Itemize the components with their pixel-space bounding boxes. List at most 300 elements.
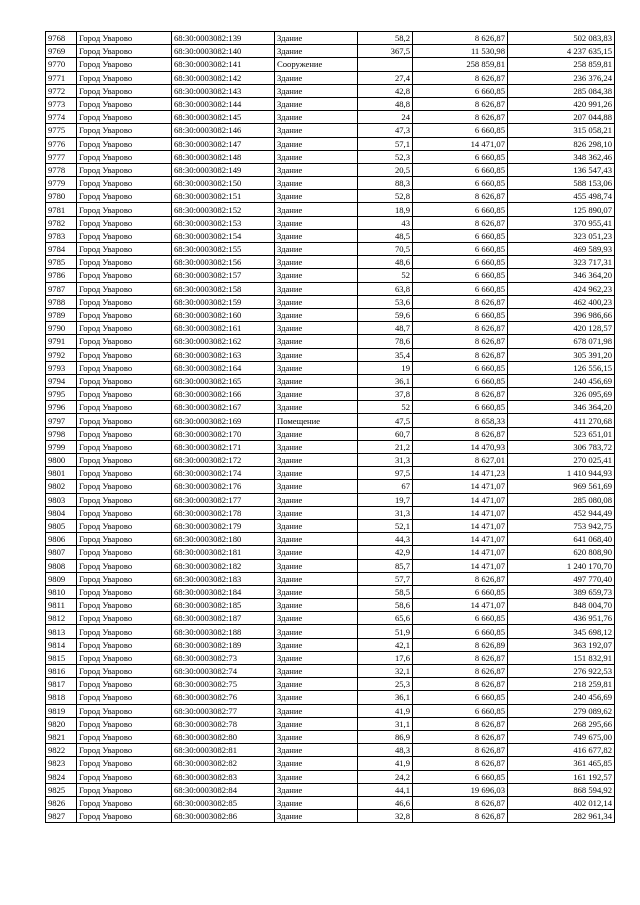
cadastral-number-cell: 68:30:0003082:160 [172,308,275,321]
object-type-cell: Здание [275,612,358,625]
area-cell: 70,5 [358,243,413,256]
object-type-cell: Здание [275,243,358,256]
settlement-name-cell: Город Уварово [77,506,172,519]
table-row [46,493,615,506]
table-row [46,585,615,598]
cadastral-value-cell: 4 237 635,15 [508,45,615,58]
cadastral-number-cell: 68:30:0003082:165 [172,374,275,387]
row-number-cell: 9769 [46,45,77,58]
cadastral-value-cell: 416 677,82 [508,744,615,757]
row-number-cell: 9814 [46,638,77,651]
area-cell: 88,3 [358,177,413,190]
cadastral-number-cell: 68:30:0003082:86 [172,810,275,823]
area-cell: 41,9 [358,704,413,717]
area-cell: 85,7 [358,559,413,572]
cadastral-number-cell: 68:30:0003082:140 [172,45,275,58]
area-cell: 19 [358,361,413,374]
area-cell: 52,8 [358,190,413,203]
row-number-cell: 9810 [46,585,77,598]
object-type-cell: Здание [275,137,358,150]
object-type-cell: Здание [275,163,358,176]
cadastral-number-cell: 68:30:0003082:157 [172,269,275,282]
settlement-name-cell: Город Уварово [77,348,172,361]
object-type-cell: Здание [275,691,358,704]
row-number-cell: 9787 [46,282,77,295]
object-type-cell: Здание [275,348,358,361]
row-number-cell: 9789 [46,308,77,321]
row-number-cell: 9770 [46,58,77,71]
row-number-cell: 9795 [46,388,77,401]
cadastral-value-cell: 315 058,21 [508,124,615,137]
row-number-cell: 9811 [46,599,77,612]
row-number-cell: 9815 [46,651,77,664]
table-row [46,374,615,387]
area-cell: 60,7 [358,427,413,440]
object-type-cell: Здание [275,572,358,585]
table-row [46,810,615,823]
table-row [46,572,615,585]
settlement-name-cell: Город Уварово [77,111,172,124]
row-number-cell: 9776 [46,137,77,150]
cadastral-number-cell: 68:30:0003082:153 [172,216,275,229]
cadastral-number-cell: 68:30:0003082:181 [172,546,275,559]
cadastral-value-cell: 240 456,69 [508,691,615,704]
object-type-cell: Помещение [275,414,358,427]
settlement-name-cell: Город Уварово [77,269,172,282]
specific-value-cell: 8 626,87 [413,322,508,335]
object-type-cell: Здание [275,124,358,137]
specific-value-cell: 8 626,87 [413,717,508,730]
specific-value-cell: 6 660,85 [413,229,508,242]
settlement-name-cell: Город Уварово [77,480,172,493]
specific-value-cell: 14 471,07 [413,519,508,532]
specific-value-cell: 8 626,87 [413,744,508,757]
object-type-cell: Здание [275,638,358,651]
row-number-cell: 9785 [46,256,77,269]
object-type-cell: Здание [275,480,358,493]
specific-value-cell: 6 660,85 [413,163,508,176]
specific-value-cell: 6 660,85 [413,269,508,282]
specific-value-cell: 6 660,85 [413,704,508,717]
object-type-cell: Здание [275,45,358,58]
cadastral-value-cell: 346 364,20 [508,269,615,282]
table-row [46,401,615,414]
cadastral-value-cell: 402 012,14 [508,796,615,809]
object-type-cell: Здание [275,190,358,203]
settlement-name-cell: Город Уварово [77,216,172,229]
object-type-cell: Здание [275,440,358,453]
settlement-name-cell: Город Уварово [77,150,172,163]
object-type-cell: Здание [275,295,358,308]
row-number-cell: 9781 [46,203,77,216]
settlement-name-cell: Город Уварово [77,757,172,770]
row-number-cell: 9802 [46,480,77,493]
row-number-cell: 9813 [46,625,77,638]
object-type-cell: Здание [275,757,358,770]
area-cell: 27,4 [358,71,413,84]
row-number-cell: 9800 [46,454,77,467]
object-type-cell: Здание [275,322,358,335]
document-page [45,31,615,823]
area-cell: 24 [358,111,413,124]
specific-value-cell: 8 626,87 [413,796,508,809]
specific-value-cell: 8 626,87 [413,190,508,203]
object-type-cell: Здание [275,150,358,163]
settlement-name-cell: Город Уварово [77,796,172,809]
table-row [46,308,615,321]
table-row [46,163,615,176]
specific-value-cell: 8 626,87 [413,665,508,678]
object-type-cell: Здание [275,32,358,45]
area-cell: 31,1 [358,717,413,730]
settlement-name-cell: Город Уварово [77,744,172,757]
settlement-name-cell: Город Уварово [77,546,172,559]
area-cell: 86,9 [358,730,413,743]
cadastral-number-cell: 68:30:0003082:155 [172,243,275,256]
settlement-name-cell: Город Уварово [77,625,172,638]
table-row [46,137,615,150]
row-number-cell: 9808 [46,559,77,572]
specific-value-cell: 14 471,07 [413,137,508,150]
cadastral-number-cell: 68:30:0003082:146 [172,124,275,137]
specific-value-cell: 6 660,85 [413,124,508,137]
cadastral-value-cell: 323 051,23 [508,229,615,242]
cadastral-value-cell: 396 986,66 [508,308,615,321]
cadastral-number-cell: 68:30:0003082:167 [172,401,275,414]
cadastral-number-cell: 68:30:0003082:169 [172,414,275,427]
table-row [46,480,615,493]
cadastral-number-cell: 68:30:0003082:145 [172,111,275,124]
area-cell: 18,9 [358,203,413,216]
cadastral-number-cell: 68:30:0003082:162 [172,335,275,348]
table-row [46,111,615,124]
settlement-name-cell: Город Уварово [77,256,172,269]
specific-value-cell: 6 660,85 [413,691,508,704]
object-type-cell: Здание [275,177,358,190]
object-type-cell: Здание [275,374,358,387]
cadastral-value-cell: 420 991,26 [508,97,615,110]
row-number-cell: 9799 [46,440,77,453]
area-cell: 17,6 [358,651,413,664]
specific-value-cell: 6 660,85 [413,177,508,190]
row-number-cell: 9805 [46,519,77,532]
object-type-cell: Здание [275,810,358,823]
cadastral-number-cell: 68:30:0003082:185 [172,599,275,612]
object-type-cell: Здание [275,533,358,546]
cadastral-number-cell: 68:30:0003082:161 [172,322,275,335]
specific-value-cell: 6 660,85 [413,84,508,97]
table-row [46,150,615,163]
area-cell: 367,5 [358,45,413,58]
settlement-name-cell: Город Уварово [77,137,172,150]
cadastral-value-cell: 420 128,57 [508,322,615,335]
cadastral-number-cell: 68:30:0003082:182 [172,559,275,572]
row-number-cell: 9806 [46,533,77,546]
cadastral-number-cell: 68:30:0003082:176 [172,480,275,493]
area-cell: 63,8 [358,282,413,295]
area-cell: 58,2 [358,32,413,45]
table-row [46,744,615,757]
object-type-cell: Здание [275,546,358,559]
specific-value-cell: 8 626,87 [413,111,508,124]
specific-value-cell: 8 626,87 [413,71,508,84]
area-cell: 31,3 [358,454,413,467]
area-cell: 36,1 [358,374,413,387]
cadastral-number-cell: 68:30:0003082:189 [172,638,275,651]
table-row [46,190,615,203]
cadastral-number-cell: 68:30:0003082:85 [172,796,275,809]
settlement-name-cell: Город Уварово [77,295,172,308]
table-row [46,203,615,216]
area-cell: 32,8 [358,810,413,823]
object-type-cell: Здание [275,256,358,269]
cadastral-value-cell: 323 717,31 [508,256,615,269]
cadastral-number-cell: 68:30:0003082:78 [172,717,275,730]
settlement-name-cell: Город Уварово [77,124,172,137]
object-type-cell: Здание [275,97,358,110]
specific-value-cell: 6 660,85 [413,308,508,321]
cadastral-value-cell: 161 192,57 [508,770,615,783]
cadastral-value-cell: 276 922,53 [508,665,615,678]
cadastral-number-cell: 68:30:0003082:172 [172,454,275,467]
settlement-name-cell: Город Уварово [77,533,172,546]
specific-value-cell: 14 471,07 [413,559,508,572]
specific-value-cell: 6 660,85 [413,401,508,414]
row-number-cell: 9822 [46,744,77,757]
table-row [46,533,615,546]
settlement-name-cell: Город Уварово [77,414,172,427]
cadastral-number-cell: 68:30:0003082:82 [172,757,275,770]
settlement-name-cell: Город Уварово [77,163,172,176]
cadastral-value-cell: 285 084,38 [508,84,615,97]
area-cell: 42,1 [358,638,413,651]
cadastral-number-cell: 68:30:0003082:184 [172,585,275,598]
settlement-name-cell: Город Уварово [77,730,172,743]
area-cell: 67 [358,480,413,493]
object-type-cell: Здание [275,229,358,242]
cadastral-number-cell: 68:30:0003082:142 [172,71,275,84]
table-row [46,440,615,453]
settlement-name-cell: Город Уварово [77,599,172,612]
cadastral-number-cell: 68:30:0003082:170 [172,427,275,440]
object-type-cell: Здание [275,467,358,480]
area-cell: 48,5 [358,229,413,242]
row-number-cell: 9819 [46,704,77,717]
specific-value-cell: 8 626,87 [413,651,508,664]
object-type-cell: Здание [275,665,358,678]
settlement-name-cell: Город Уварово [77,374,172,387]
cadastral-number-cell: 68:30:0003082:148 [172,150,275,163]
specific-value-cell: 258 859,81 [413,58,508,71]
specific-value-cell: 8 626,87 [413,388,508,401]
cadastral-number-cell: 68:30:0003082:171 [172,440,275,453]
row-number-cell: 9823 [46,757,77,770]
object-type-cell: Здание [275,111,358,124]
cadastral-value-cell: 306 783,72 [508,440,615,453]
area-cell: 47,3 [358,124,413,137]
cadastral-number-cell: 68:30:0003082:178 [172,506,275,519]
row-number-cell: 9777 [46,150,77,163]
row-number-cell: 9804 [46,506,77,519]
settlement-name-cell: Город Уварово [77,810,172,823]
specific-value-cell: 6 660,85 [413,625,508,638]
cadastral-number-cell: 68:30:0003082:81 [172,744,275,757]
row-number-cell: 9774 [46,111,77,124]
settlement-name-cell: Город Уварово [77,361,172,374]
row-number-cell: 9824 [46,770,77,783]
cadastral-number-cell: 68:30:0003082:156 [172,256,275,269]
object-type-cell: Здание [275,783,358,796]
table-row [46,216,615,229]
area-cell: 52 [358,269,413,282]
settlement-name-cell: Город Уварово [77,651,172,664]
object-type-cell: Здание [275,744,358,757]
table-row [46,612,615,625]
table-body [46,32,615,823]
specific-value-cell: 14 470,93 [413,440,508,453]
object-type-cell: Здание [275,427,358,440]
specific-value-cell: 8 626,89 [413,638,508,651]
settlement-name-cell: Город Уварово [77,32,172,45]
table-row [46,796,615,809]
cadastral-value-cell: 218 259,81 [508,678,615,691]
cadastral-value-cell: 305 391,20 [508,348,615,361]
area-cell [358,58,413,71]
row-number-cell: 9778 [46,163,77,176]
table-row [46,322,615,335]
table-row [46,638,615,651]
cadastral-value-cell: 1 240 170,70 [508,559,615,572]
row-number-cell: 9801 [46,467,77,480]
object-type-cell: Здание [275,599,358,612]
table-row [46,177,615,190]
object-type-cell: Здание [275,361,358,374]
table-row [46,71,615,84]
cadastral-number-cell: 68:30:0003082:75 [172,678,275,691]
cadastral-number-cell: 68:30:0003082:76 [172,691,275,704]
table-row [46,651,615,664]
settlement-name-cell: Город Уварово [77,454,172,467]
settlement-name-cell: Город Уварово [77,401,172,414]
settlement-name-cell: Город Уварово [77,519,172,532]
cadastral-number-cell: 68:30:0003082:141 [172,58,275,71]
cadastral-number-cell: 68:30:0003082:166 [172,388,275,401]
row-number-cell: 9771 [46,71,77,84]
settlement-name-cell: Город Уварово [77,678,172,691]
cadastral-value-cell: 361 465,85 [508,757,615,770]
table-row [46,361,615,374]
row-number-cell: 9793 [46,361,77,374]
object-type-cell: Здание [275,203,358,216]
settlement-name-cell: Город Уварово [77,665,172,678]
object-type-cell: Здание [275,651,358,664]
object-type-cell: Здание [275,84,358,97]
cadastral-value-cell: 236 376,24 [508,71,615,84]
cadastral-value-cell: 826 298,10 [508,137,615,150]
row-number-cell: 9797 [46,414,77,427]
area-cell: 51,9 [358,625,413,638]
area-cell: 42,8 [358,84,413,97]
specific-value-cell: 6 660,85 [413,585,508,598]
area-cell: 58,6 [358,599,413,612]
table-row [46,45,615,58]
area-cell: 19,7 [358,493,413,506]
table-row [46,124,615,137]
table-row [46,730,615,743]
table-row [46,97,615,110]
cadastral-number-cell: 68:30:0003082:152 [172,203,275,216]
object-type-cell: Здание [275,71,358,84]
settlement-name-cell: Город Уварово [77,493,172,506]
area-cell: 41,9 [358,757,413,770]
cadastral-number-cell: 68:30:0003082:149 [172,163,275,176]
area-cell: 44,1 [358,783,413,796]
area-cell: 48,6 [358,256,413,269]
cadastral-value-cell: 326 095,69 [508,388,615,401]
settlement-name-cell: Город Уварово [77,84,172,97]
settlement-name-cell: Город Уварово [77,770,172,783]
table-row [46,58,615,71]
table-row [46,770,615,783]
cadastral-number-cell: 68:30:0003082:84 [172,783,275,796]
cadastral-value-cell: 348 362,46 [508,150,615,163]
object-type-cell: Здание [275,216,358,229]
cadastral-value-cell: 370 955,41 [508,216,615,229]
specific-value-cell: 11 530,98 [413,45,508,58]
settlement-name-cell: Город Уварово [77,282,172,295]
settlement-name-cell: Город Уварово [77,71,172,84]
cadastral-value-cell: 258 859,81 [508,58,615,71]
area-cell: 35,4 [358,348,413,361]
settlement-name-cell: Город Уварово [77,177,172,190]
table-row [46,269,615,282]
specific-value-cell: 8 626,87 [413,730,508,743]
cadastral-value-cell: 411 270,68 [508,414,615,427]
row-number-cell: 9782 [46,216,77,229]
cadastral-number-cell: 68:30:0003082:151 [172,190,275,203]
specific-value-cell: 8 626,87 [413,97,508,110]
row-number-cell: 9775 [46,124,77,137]
row-number-cell: 9821 [46,730,77,743]
area-cell: 52 [358,401,413,414]
specific-value-cell: 8 626,87 [413,678,508,691]
table-row [46,454,615,467]
area-cell: 52,3 [358,150,413,163]
cadastral-number-cell: 68:30:0003082:164 [172,361,275,374]
table-row [46,665,615,678]
settlement-name-cell: Город Уварово [77,612,172,625]
row-number-cell: 9784 [46,243,77,256]
object-type-cell: Здание [275,308,358,321]
row-number-cell: 9796 [46,401,77,414]
specific-value-cell: 8 626,87 [413,757,508,770]
object-type-cell: Здание [275,770,358,783]
area-cell: 25,3 [358,678,413,691]
table-row [46,348,615,361]
object-type-cell: Сооружение [275,58,358,71]
settlement-name-cell: Город Уварово [77,308,172,321]
cadastral-number-cell: 68:30:0003082:77 [172,704,275,717]
settlement-name-cell: Город Уварово [77,45,172,58]
area-cell: 31,3 [358,506,413,519]
row-number-cell: 9818 [46,691,77,704]
specific-value-cell: 6 660,85 [413,203,508,216]
cadastral-value-cell: 240 456,69 [508,374,615,387]
cadastral-value-cell: 207 044,88 [508,111,615,124]
specific-value-cell: 8 626,87 [413,295,508,308]
row-number-cell: 9790 [46,322,77,335]
row-number-cell: 9820 [46,717,77,730]
